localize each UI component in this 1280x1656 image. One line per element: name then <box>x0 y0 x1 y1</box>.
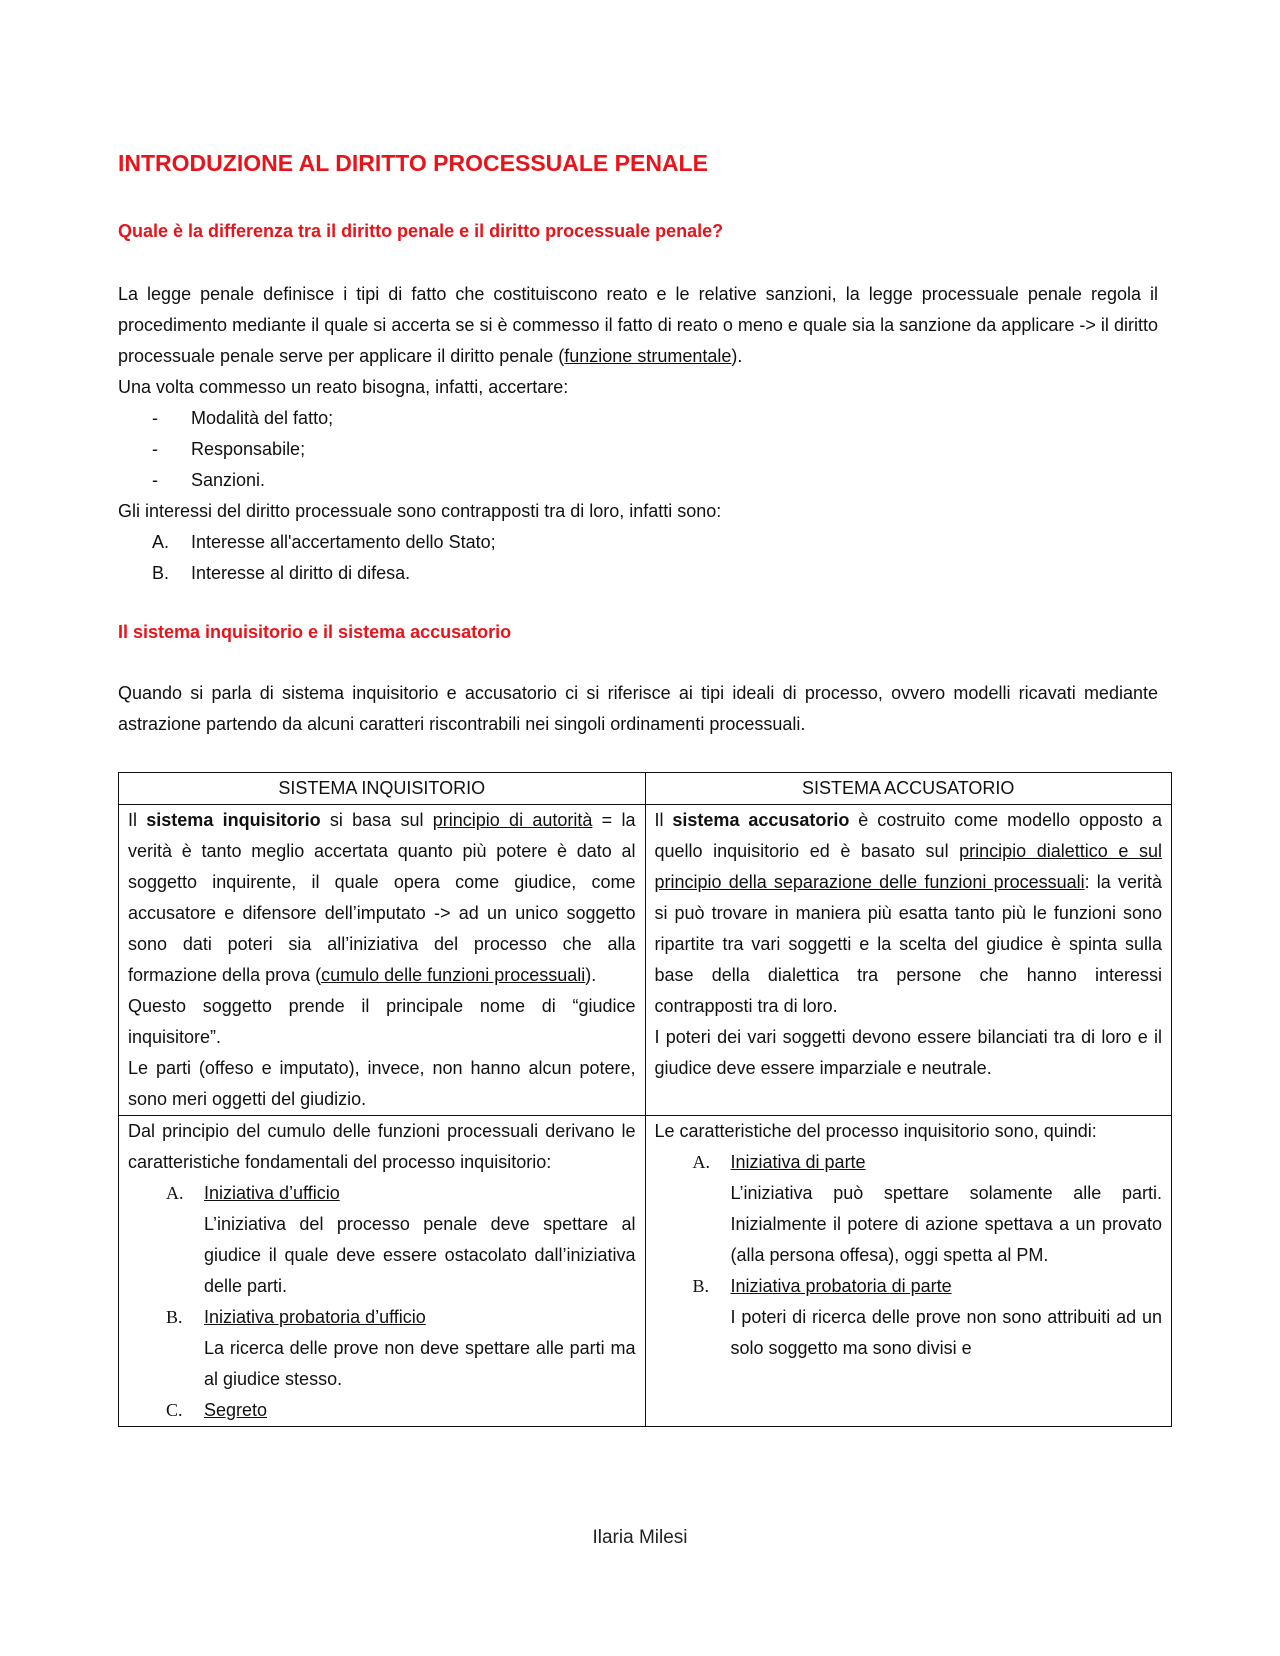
list-item: B. Iniziativa probatoria d’ufficio <box>166 1307 426 1327</box>
table-cell-inquisitorio-characteristics: Dal principio del cumulo delle funzioni processuali derivano le caratteristiche fondamentali del processo inquisitorio: A. Iniziativa d’ufficio L’iniziativa del processo penale deve spettare al giudice il quale deve essere ostacolato dall’iniziativa delle parti. B. Iniziativa probatoria d’ufficio La ricerca delle prove non deve spettare alle parti ma al giudice stesso. C. Segreto <box>119 1116 646 1427</box>
paragraph-accertare: Una volta commesso un reato bisogna, infatti, accertare: <box>118 377 569 397</box>
document-content <box>118 148 1162 1427</box>
list-item: - Responsabile; <box>152 439 306 459</box>
lettered-list <box>118 527 1158 589</box>
table-cell-accusatorio-characteristics: Le caratteristiche del processo inquisitorio sono, quindi: A. Iniziativa di parte L’iniziativa può spettare solamente alle parti. Inizialmente il potere di azione spettava a un provato (alla persona offesa), oggi spetta al PM. B. Iniziativa probatoria di parte I poteri di ricerca delle prove non sono attribuiti ad un solo soggetto ma sono divisi e <box>645 1116 1172 1427</box>
underlined-term: funzione strumentale <box>564 346 732 366</box>
list-item: - Sanzioni. <box>152 470 266 490</box>
comparison-table <box>118 772 1172 1427</box>
list-item: A. Iniziativa di parte <box>692 1152 866 1172</box>
page-footer-author: Ilaria Milesi <box>592 1527 688 1548</box>
list-item: - Modalità del fatto; <box>152 408 334 428</box>
list-item: L’iniziativa può spettare solamente alle parti. Inizialmente il potere di azione spettava a un provato (alla persona offesa), oggi spetta al PM. <box>730 1183 1162 1265</box>
paragraph-intro: La legge penale definisce i tipi di fatto che costituiscono reato e le relative sanzioni, la legge processuale penale regola il procedimento mediante il quale si accerta se si è commesso il fatto di reato o meno e quale sia la sanzione da applicare -> il diritto processuale penale serve per applicare il diritto penale (funzione strumentale). <box>118 284 1158 366</box>
dash-list <box>118 403 1158 496</box>
list-item: La ricerca delle prove non deve spettare alle parti ma al giudice stesso. <box>204 1338 636 1389</box>
table-header-accusatorio: SISTEMA ACCUSATORIO <box>645 773 1172 805</box>
list-item: A. Interesse all'accertamento dello Stato; <box>152 532 496 552</box>
table-cell-inquisitorio-description: Il sistema inquisitorio si basa sul principio di autorità = la verità è tanto meglio accertata quanto più potere è dato al soggetto inquirente, il quale opera come giudice, come accusatore e difensore dell’imputato -> ad un unico soggetto sono dati poteri sia all’iniziativa del processo che alla formazione della prova (cumulo delle funzioni processuali). Questo soggetto prende il principale nome di “giudice inquisitore”. Le parti (offeso e imputato), invece, non hanno alcun potere, sono meri oggetti del giudizio. <box>119 805 646 1116</box>
section-heading-difference: Quale è la differenza tra il diritto penale e il diritto processuale penale? <box>118 221 724 241</box>
table-header-inquisitorio: SISTEMA INQUISITORIO <box>119 773 646 805</box>
list-item: I poteri di ricerca delle prove non sono attribuiti ad un solo soggetto ma sono divisi e <box>730 1307 1162 1358</box>
document-title: INTRODUZIONE AL DIRITTO PROCESSUALE PENALE <box>118 150 708 176</box>
list-item: A. Iniziativa d’ufficio <box>166 1183 340 1203</box>
table-cell-accusatorio-description: Il sistema accusatorio è costruito come modello opposto a quello inquisitorio ed è basato sul principio dialettico e sul principio della separazione delle funzioni processuali: la verità si può trovare in maniera più esatta tanto più le funzioni sono ripartite tra vari soggetti e la scelta del giudice è spinta sulla base della dialettica tra persone che hanno interessi contrapposti tra di loro. I poteri dei vari soggetti devono essere bilanciati tra di loro e il giudice deve essere imparziale e neutrale. <box>645 805 1172 1116</box>
list-item: C. Segreto <box>166 1400 268 1420</box>
paragraph-interessi: Gli interessi del diritto processuale sono contrapposti tra di loro, infatti sono: <box>118 501 722 521</box>
list-item: B. Iniziativa probatoria di parte <box>692 1276 952 1296</box>
paragraph-systems: Quando si parla di sistema inquisitorio e accusatorio ci si riferisce ai tipi ideali di processo, ovvero modelli ricavati mediante astrazione partendo da alcuni caratteri riscontrabili nei singoli ordinamenti processuali. <box>118 683 1158 734</box>
list-item: L’iniziativa del processo penale deve spettare al giudice il quale deve essere ostacolato dall’iniziativa delle parti. <box>204 1214 636 1296</box>
list-item: B. Interesse al diritto di difesa. <box>152 563 411 583</box>
section-heading-systems: Il sistema inquisitorio e il sistema accusatorio <box>118 622 512 642</box>
